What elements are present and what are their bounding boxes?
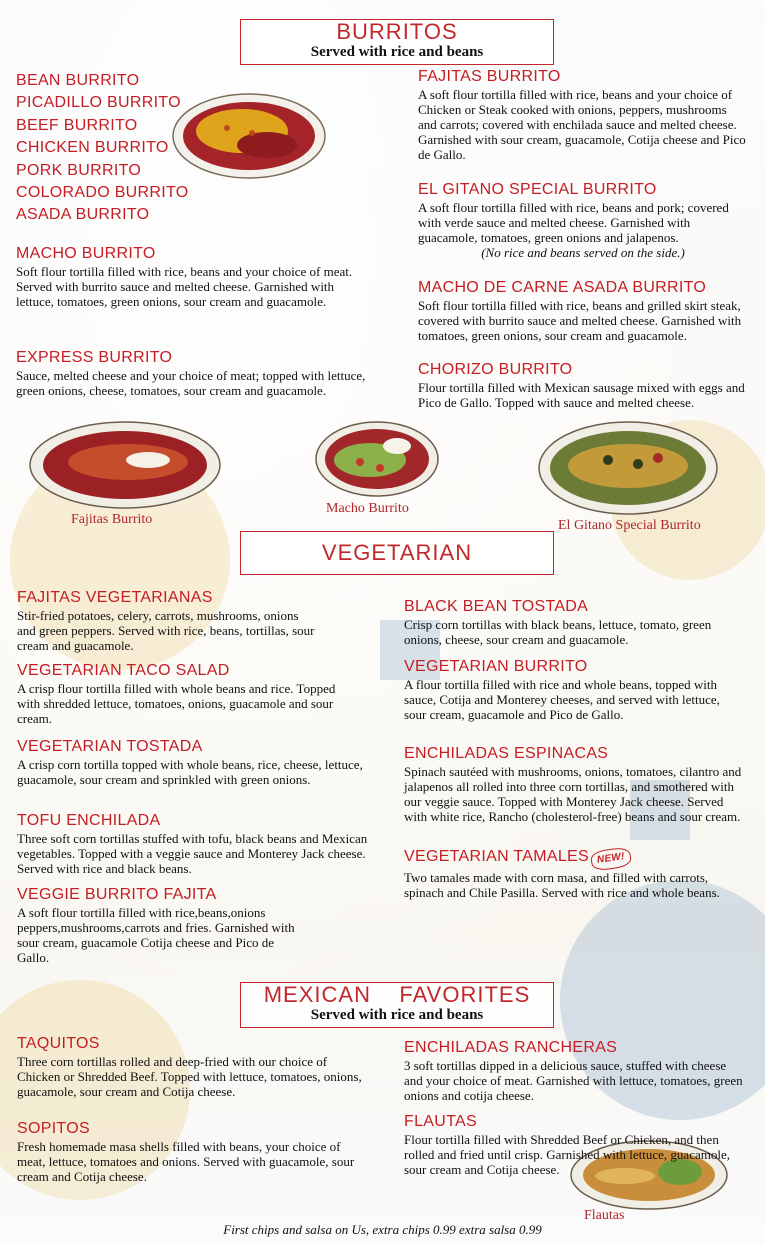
menu-item-black-bean-tostada	[404, 598, 749, 647]
item-description: Three corn tortillas rolled and deep-fried with our choice of Chicken or Shredded Beef. Topped with lettuce, tomatoes, onions, guacamole, sour cream and Cotija cheese.	[17, 1054, 362, 1099]
item-name: CHORIZO BURRITO	[418, 361, 573, 378]
item-name: EXPRESS BURRITO	[16, 349, 173, 366]
item-name: FAJITAS BURRITO	[418, 68, 561, 85]
item-description: Three soft corn tortillas stuffed with tofu, black beans and Mexican vegetables. Topped with a veggie sauce and Monterey Jack cheese. Served with rice and black beans.	[17, 831, 368, 876]
item-name: MACHO BURRITO	[16, 245, 156, 262]
menu-item-sopitos	[17, 1120, 367, 1184]
burritos-subtitle: Served with rice and beans	[310, 44, 484, 60]
item-name: FAJITAS VEGETARIANAS	[17, 589, 213, 606]
item-description: Stir-fried potatoes, celery, carrots, mushrooms, onions and green peppers. Served with rice, beans, tortillas, sour cream and guacamole.	[17, 608, 315, 653]
item-description: Soft flour tortilla filled with rice, beans and your choice of meat. Served with burrito sauce and melted cheese. Garnished with lettuce, tomatoes, green onions, sour cream and guacamole.	[16, 264, 353, 309]
item-name: FLAUTAS	[404, 1113, 477, 1130]
menu-item-vegetarian-tostada	[17, 738, 372, 787]
list-item: ASADA BURRITO	[16, 206, 150, 224]
menu-item-el-gitano-special-burrito	[418, 181, 748, 260]
burritos-header	[240, 19, 554, 65]
item-note: (No rice and beans served on the side.)	[481, 245, 685, 260]
item-description: A crisp corn tortilla topped with whole beans, rice, cheese, lettuce, guacamole, sour cream and sprinkled with green onions.	[17, 757, 363, 787]
menu-item-vegetarian-taco-salad	[17, 662, 347, 726]
burrito-list	[16, 70, 189, 227]
list-item: PORK BURRITO	[16, 161, 142, 179]
list-item: BEAN BURRITO	[16, 72, 140, 89]
item-description: A soft flour tortilla filled with rice,beans,onions peppers,mushrooms,carrots and fries. Garnished with sour cream, guacamole Cotija cheese and Pico de Gallo.	[17, 905, 295, 965]
menu-item-taquitos	[17, 1035, 362, 1099]
item-name: VEGETARIAN TAMALES	[404, 848, 590, 865]
item-name: TOFU ENCHILADA	[17, 812, 161, 829]
item-description: Crisp corn tortillas with black beans, lettuce, tomato, green onions, cheese, sour cream and guacamole.	[404, 617, 712, 647]
menu-item-flautas	[404, 1113, 744, 1177]
menu-item-chorizo-burrito	[418, 361, 753, 410]
item-name: MACHO DE CARNE ASADA BURRITO	[418, 279, 707, 296]
list-item: COLORADO BURRITO	[16, 184, 189, 202]
menu-item-fajitas-vegetarianas	[17, 589, 382, 653]
item-name: SOPITOS	[17, 1120, 90, 1137]
item-description	[418, 200, 748, 260]
burritos-title: BURRITOS	[336, 19, 458, 44]
menu-item-express-burrito	[16, 349, 376, 398]
menu-item-veggie-burrito-fajita	[17, 886, 307, 965]
vegetarian-header	[240, 531, 554, 575]
item-description: Fresh homemade masa shells filled with beans, your choice of meat, lettuce, tomatoes and onions. Served with guacamole, sour cream and Cotija cheese.	[17, 1139, 355, 1184]
menu-item-fajitas-burrito	[418, 68, 748, 162]
item-name: ENCHILADAS RANCHERAS	[404, 1039, 618, 1056]
list-item: PICADILLO BURRITO	[16, 94, 181, 112]
caption-el-gitano: El Gitano Special Burrito	[558, 518, 701, 533]
item-description: A crisp flour tortilla filled with whole beans and rice. Topped with shredded lettuce, tomatoes, onions, guacamole and sour cream.	[17, 681, 336, 726]
favorites-subtitle: Served with rice and beans	[310, 1007, 484, 1023]
favorites-header	[240, 982, 554, 1028]
item-name: VEGGIE BURRITO FAJITA	[17, 886, 217, 903]
item-description: Sauce, melted cheese and your choice of meat; topped with lettuce, green onions, cheese, tomatoes, sour cream and guacamole.	[16, 368, 366, 398]
el-gitano-plate-image	[538, 420, 718, 516]
new-badge: NEW!	[590, 846, 632, 871]
menu-item-vegetarian-burrito	[404, 658, 734, 722]
item-name: VEGETARIAN TOSTADA	[17, 738, 203, 755]
list-item: BEEF BURRITO	[16, 116, 138, 134]
item-description: Flour tortilla filled with Mexican sausage mixed with eggs and Pico de Gallo. Topped with sauce and melted cheese.	[418, 380, 745, 410]
burrito-plate-image	[172, 93, 326, 179]
caption-fajitas-burrito: Fajitas Burrito	[71, 512, 153, 527]
item-name: VEGETARIAN TACO SALAD	[17, 662, 230, 679]
menu-item-vegetarian-tamales	[404, 848, 749, 900]
item-description: Soft flour tortilla filled with rice, beans and grilled skirt steak, covered with burrito sauce and melted cheese. Garnished with tomatoes, green onions, sour cream and guacamole.	[418, 298, 742, 343]
fajitas-burrito-plate-image	[28, 420, 222, 510]
item-description: A soft flour tortilla filled with rice, beans and your choice of Chicken or Steak cooked with onions, peppers, mushrooms and carrots; covered with enchilada sauce and melted cheese. Garnished with sour cream, guacamole, Cotija cheese and Pico de Gallo.	[418, 87, 746, 162]
caption-flautas: Flautas	[584, 1208, 625, 1223]
list-item: CHICKEN BURRITO	[16, 139, 169, 157]
macho-burrito-plate-image	[315, 420, 439, 498]
item-name: EL GITANO SPECIAL BURRITO	[418, 181, 657, 198]
item-description: Flour tortilla filled with Shredded Beef or Chicken, and then rolled and fried until crisp. Garnished with lettuce, guacamole, sour cream and Cotija cheese.	[404, 1132, 730, 1177]
menu-item-tofu-enchilada	[17, 812, 375, 876]
item-name: BLACK BEAN TOSTADA	[404, 598, 589, 615]
menu-item-macho-burrito	[16, 245, 371, 309]
caption-macho-burrito: Macho Burrito	[326, 501, 409, 516]
item-name-row	[404, 848, 749, 869]
item-description: 3 soft tortillas dipped in a delicious sauce, stuffed with cheese and your choice of meat. Garnished with lettuce, tomatoes, green onions and cotija cheese.	[404, 1058, 743, 1103]
menu-item-enchiladas-espinacas	[404, 745, 744, 824]
menu-item-enchiladas-rancheras	[404, 1039, 744, 1103]
item-description: A flour tortilla filled with rice and whole beans, topped with sauce, Cotija and Monterey cheeses, and served with lettuce, sour cream, guacamole and Pico de Gallo.	[404, 677, 720, 722]
item-name: VEGETARIAN BURRITO	[404, 658, 588, 675]
item-description: Two tamales made with corn masa, and filled with carrots, spinach and Chile Pasilla. Served with rice and whole beans.	[404, 870, 720, 900]
item-description-text: A soft flour tortilla filled with rice, beans and pork; covered with verde sauce and melted cheese. Garnished with guacamole, tomatoes, green onions and jalapenos.	[418, 200, 729, 245]
menu-item-macho-carne-asada-burrito	[418, 279, 748, 343]
footer-note: First chips and salsa on Us, extra chips 0.99 extra salsa 0.99	[223, 1222, 542, 1237]
item-description: Spinach sautéed with mushrooms, onions, tomatoes, cilantro and jalapenos all rolled into three corn tortillas, and smothered with our veggie sauce. Topped with Monterey Jack cheese. Served with white rice, Rancho (cholesterol-free) beans and sour cream.	[404, 764, 742, 824]
item-name: TAQUITOS	[17, 1035, 100, 1052]
item-name: ENCHILADAS ESPINACAS	[404, 745, 609, 762]
vegetarian-title: VEGETARIAN	[321, 540, 473, 565]
favorites-title: MEXICAN FAVORITES	[263, 982, 531, 1007]
